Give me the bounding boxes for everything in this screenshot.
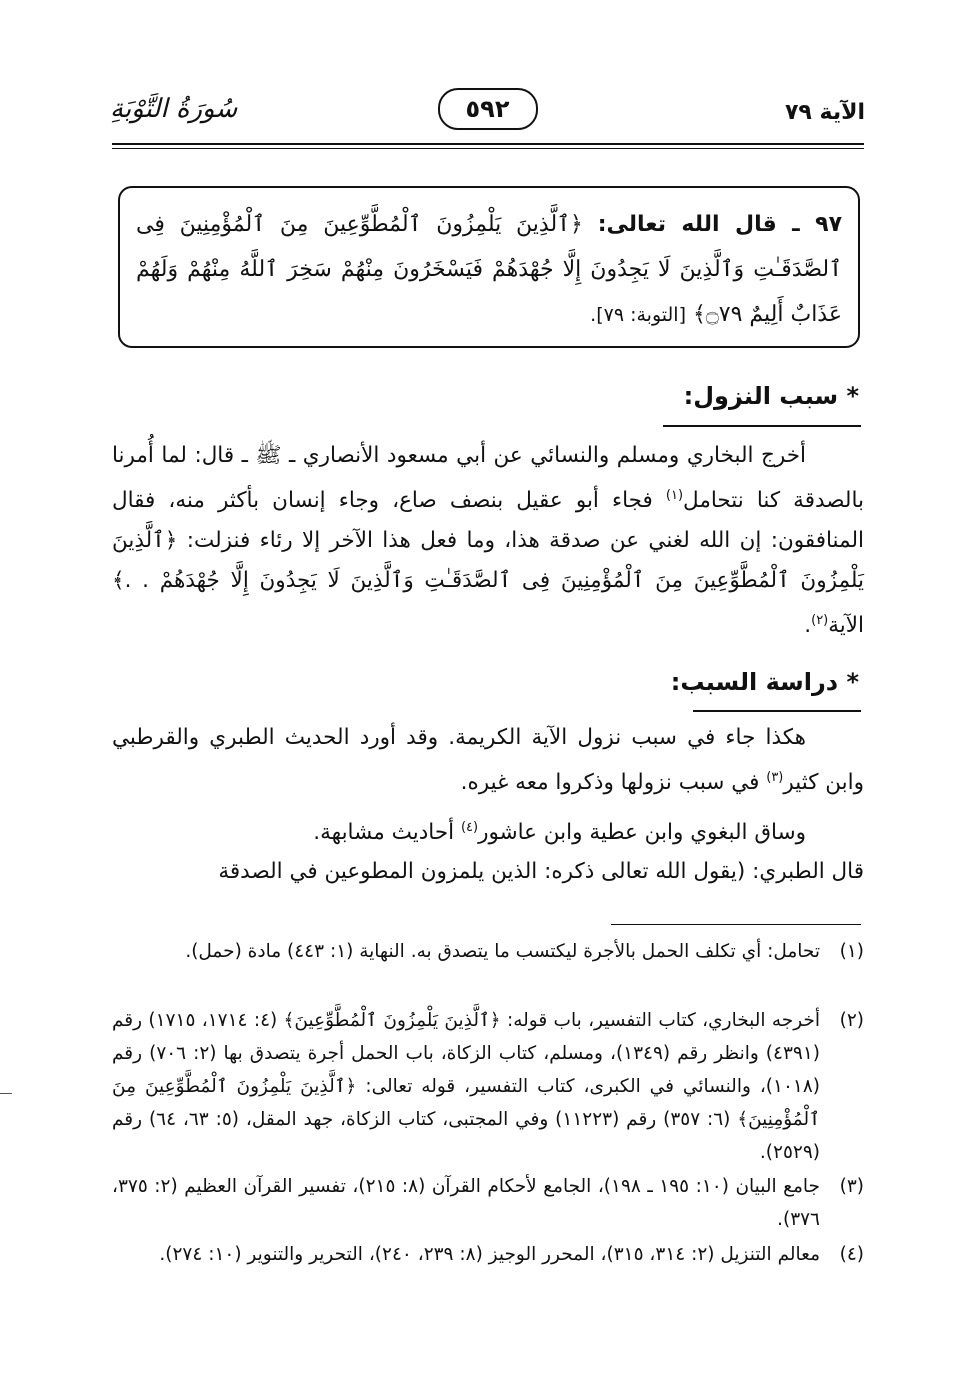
footnote-ref-1[interactable]: (١) [665, 488, 684, 503]
page-header [110, 88, 865, 138]
verse-lead: ٩٧ ـ قال الله تعالى: [597, 212, 842, 237]
study-text-1b: في سبب نزولها وذكروا معه غيره. [460, 770, 767, 796]
revelation-text-1: أخرج البخاري ومسلم والنسائي عن أبي مسعود الأنصاري ـ ﷺ ـ قال: لما أُمرنا بالصدقة كنا نتحامل [112, 443, 864, 514]
study-text-2a: وساق البغوي وابن عطية وابن عاشور [478, 820, 806, 846]
header-rule [112, 143, 864, 145]
study-paragraph-3: قال الطبري: (يقول الله تعالى ذكره: الذين يلمزون المطوعين في الصدقة [218, 859, 864, 884]
footnote-text: أخرجه البخاري، كتاب التفسير، باب قوله: ﴿ٱلَّذِينَ يَلْمِزُونَ ٱلْمُطَّوِّعِينَ﴾ (٤: ١٧١٤، ١٧١٥) رقم (٤٣٩١) وانظر رقم (١٣٤٩)، ومسلم، كتاب الزكاة، باب الحمل أجرة يتصدق بها (٢: ٧٠٦) رقم (١٠١٨)، والنسائي في الكبرى، كتاب التفسير، قوله تعالى: ﴿ٱلَّذِينَ يَلْمِزُونَ ٱلْمُطَّوِّعِينَ مِنَ ٱلْمُؤْمِنِينَ﴾ (٦: ٣٥٧) رقم (١١٢٢٣) وفي المجتبى، كتاب الزكاة، جهد المقل، (٥: ٦٣، ٦٤) رقم (٢٥٢٩). [112, 1010, 820, 1163]
study-paragraph-1 [112, 718, 864, 803]
section-heading-underline [663, 425, 861, 427]
footnote-number: (٢) [839, 1010, 864, 1031]
study-paragraph-2 [112, 808, 864, 853]
revelation-text-3: . [804, 613, 812, 639]
page-number: ٥٩٢ [438, 88, 538, 130]
margin-mark [0, 1093, 12, 1094]
footnote-text: جامع البيان (١٠: ١٩٥ ـ ١٩٨)، الجامع لأحكام القرآن (٨: ٢١٥)، تفسير القرآن العظيم (٢: ٣٧٥، ٣٧٦). [112, 1176, 820, 1230]
footnote-2 [112, 1004, 864, 1169]
footnote-text: تحامل: أي تكلف الحمل بالأجرة ليكتسب ما يتصدق به. النهاية (١: ٤٤٣) مادة (حمل). [185, 941, 820, 962]
footnote-3 [112, 1170, 864, 1236]
verse-reference: [التوبة: ٧٩]. [590, 304, 686, 326]
footnote-ref-4[interactable]: (٤) [460, 820, 479, 835]
footnote-text: معالم التنزيل (٢: ٣١٤، ٣١٥)، المحرر الوجيز (٨: ٢٣٩، ٢٤٠)، التحرير والتنوير (١٠: ٢٧٤). [159, 1244, 820, 1265]
verse-box [118, 186, 860, 348]
footnote-4 [112, 1238, 864, 1271]
footnote-ref-3[interactable]: (٣) [766, 770, 784, 785]
section-heading-study: * دراسة السبب: [670, 668, 859, 696]
verse-text: ﴿ٱلَّذِينَ يَلْمِزُونَ ٱلْمُطَّوِّعِينَ مِنَ ٱلْمُؤْمِنِينَ فِى ٱلصَّدَقَـٰتِ وَٱلَّذِينَ لَا يَجِدُونَ إِلَّا جُهْدَهُمْ فَيَسْخَرُونَ مِنْهُمْ سَخِرَ ٱللَّهُ مِنْهُمْ وَلَهُمْ عَذَابٌ أَلِيمٌ ۝٧٩﴾ [136, 212, 842, 327]
section-heading-underline [693, 710, 861, 712]
footnote-1 [112, 935, 864, 968]
footnote-number: (٤) [839, 1244, 864, 1265]
section-heading-revelation: * سبب النزول: [683, 382, 859, 410]
study-text-2b: أحاديث مشابهة. [313, 820, 461, 846]
revelation-paragraph [112, 436, 864, 646]
verse-label: الآية ٧٩ [784, 100, 865, 125]
footnote-ref-2[interactable]: (٢) [811, 613, 829, 629]
header-rule-thin [112, 148, 864, 149]
footnote-number: (١) [839, 941, 864, 962]
study-text-1a: هكذا جاء في سبب نزول الآية الكريمة. وقد أورد الحديث الطبري والقرطبي وابن كثير [112, 725, 864, 796]
revelation-text-2: فجاء أبو عقيل بنصف صاع، وجاء إنسان بأكثر منه، فقال المنافقون: إن الله لغني عن صدقة هذا، وما فعل هذا الآخر إلا رئاء فنزلت: ﴿ٱلَّذِينَ يَلْمِزُونَ ٱلْمُطَّوِّعِينَ مِنَ ٱلْمُؤْمِنِينَ فِى ٱلصَّدَقَـٰتِ وَٱلَّذِينَ لَا يَجِدُونَ إِلَّا جُهْدَهُمْ . .﴾ الآية [112, 488, 864, 639]
footnote-separator [611, 924, 861, 925]
footnote-number: (٣) [839, 1176, 864, 1197]
surah-title: سُورَةُ التَّوْبَةِ [110, 94, 238, 124]
